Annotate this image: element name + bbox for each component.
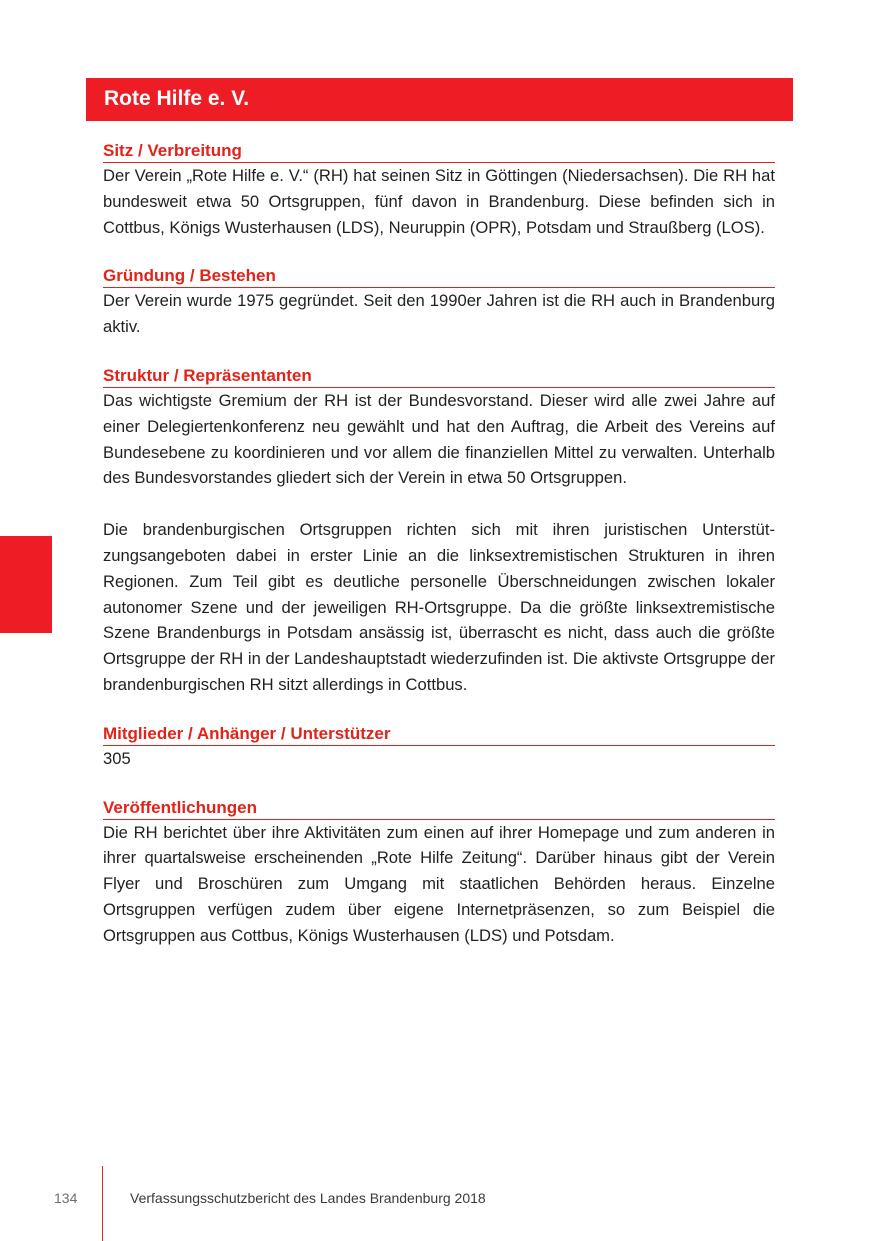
section-heading: Sitz / Verbreitung	[103, 141, 775, 163]
section-paragraph: Das wichtigste Gremium der RH ist der Bundesvorstand. Dieser wird alle zwei Jahre auf einer Delegiertenkonferenz neu gewählt und hat den Auftrag, die Arbeit des Vereins auf Bundesebene zu koordinieren und vor allem die finanziellen Mittel zu verwalten. Unterhalb des Bundesvorstandes gliedert sich der Verein in etwa 50 Ortsgruppen.	[103, 390, 775, 488]
section-gruendung	[103, 266, 775, 340]
document-body	[103, 141, 775, 949]
page-title: Rote Hilfe e. V.	[104, 87, 250, 110]
section-heading: Struktur / Repräsentanten	[103, 366, 775, 388]
footer-divider	[102, 1166, 103, 1241]
section-heading: Veröffentlichungen	[103, 798, 775, 820]
page-number: 134	[54, 1190, 78, 1206]
title-banner	[86, 78, 793, 121]
section-heading: Mitglieder / Anhänger / Unterstützer	[103, 724, 775, 746]
footer-publication-title: Verfassungsschutzbericht des Landes Brandenburg 2018	[130, 1190, 486, 1206]
section-veroeffentlichungen	[103, 798, 775, 949]
member-count: 305	[103, 748, 131, 768]
section-heading: Gründung / Bestehen	[103, 266, 775, 288]
section-mitglieder	[103, 724, 775, 772]
section-paragraph: Die RH berichtet über ihre Aktivitäten zum einen auf ihrer Homepage und zum anderen in ihrer quartalsweise erscheinenden „Rote Hilfe Zeitung“. Darüber hinaus gibt der Verein Flyer und Broschüren zum Umgang mit staatlichen Behörden heraus. Einzelne Ortsgruppen verfügen zudem über eigene Internetpräsenzen, so zum Beispiel die Ortsgruppen aus Cottbus, Königs Wusterhausen (LDS) und Potsdam.	[103, 822, 775, 945]
section-paragraph: Der Verein wurde 1975 gegründet. Seit den 1990er Jahren ist die RH auch in Brandenburg aktiv.	[103, 291, 775, 337]
section-paragraph: Die brandenburgischen Ortsgruppen richten sich mit ihren juristischen Unterstützungsangeboten dabei in erster Linie an die linksextremistischen Strukturen in ihren Regionen. Zum Teil gibt es deutliche personelle Überschneidungen zwischen lokaler autonomer Szene und der jeweiligen RH-Ortsgruppe. Da die größte linksextremistische Szene Brandenburgs in Potsdam ansässig ist, überrascht es nicht, dass auch die größte Ortsgruppe der RH in der Landeshauptstadt wiederzufinden ist. Die aktivste Ortsgruppe der brandenburgischen RH sitzt allerdings in Cottbus.	[103, 520, 775, 694]
chapter-tab-marker	[0, 536, 52, 633]
section-sitz	[103, 141, 775, 240]
section-paragraph: Der Verein „Rote Hilfe e. V.“ (RH) hat seinen Sitz in Göttingen (Niedersachsen). Die RH hat bundesweit etwa 50 Ortsgruppen, fünf davon in Brandenburg. Diese befinden sich in Cottbus, Königs Wusterhausen (LDS), Neuruppin (OPR), Potsdam und Straußberg (LOS).	[103, 166, 775, 237]
section-struktur	[103, 366, 775, 698]
